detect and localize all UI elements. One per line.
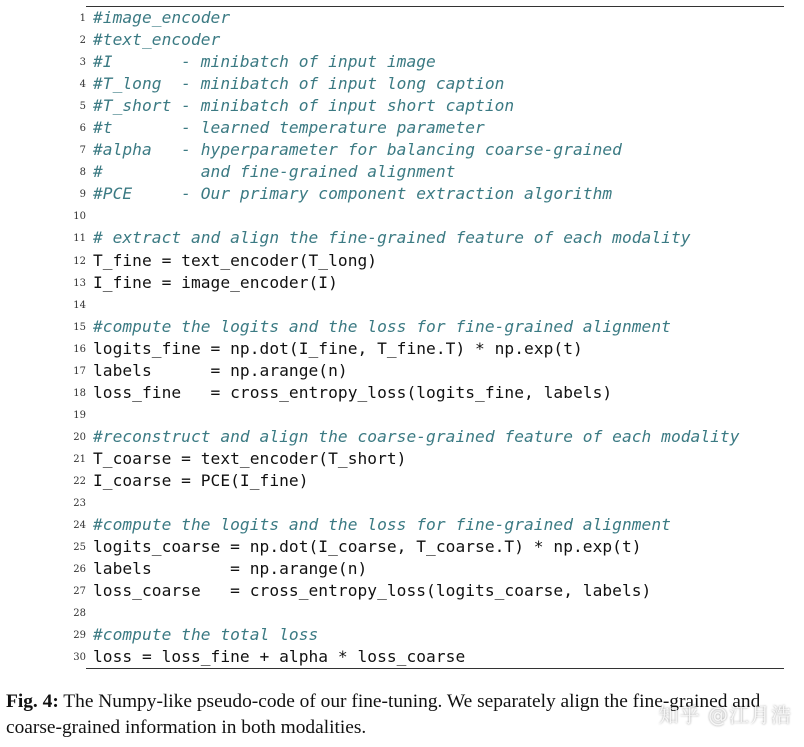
code-comment: #t - learned temperature parameter	[93, 118, 485, 138]
line-number: 10	[73, 211, 86, 223]
line-number: 25	[73, 542, 86, 554]
code-comment: # extract and align the fine-grained feature of each modality	[93, 228, 691, 248]
code-statement: I_fine = image_encoder(I)	[93, 272, 338, 292]
line-number: 27	[73, 586, 86, 598]
line-number: 8	[79, 167, 86, 179]
code-line	[70, 448, 784, 470]
code-line	[70, 139, 784, 161]
code-statement: T_fine = text_encoder(T_long)	[93, 250, 378, 270]
code-comment: #compute the logits and the loss for fine-grained alignment	[93, 316, 671, 336]
code-statement: loss = loss_fine + alpha * loss_coarse	[93, 647, 466, 667]
line-number: 26	[73, 564, 86, 576]
line-number: 29	[73, 630, 86, 642]
line-number: 28	[73, 608, 86, 620]
code-line	[70, 29, 784, 51]
line-number: 14	[73, 299, 86, 311]
pseudo-code-listing	[70, 7, 784, 668]
line-number: 1	[79, 13, 86, 24]
code-comment: #I - minibatch of input image	[93, 52, 436, 72]
code-comment: #alpha - hyperparameter for balancing coarse-grained	[93, 140, 622, 160]
code-comment: #T_long - minibatch of input long caption	[93, 74, 505, 94]
code-line	[70, 338, 784, 360]
code-line	[70, 183, 784, 205]
code-line	[70, 646, 784, 668]
code-statement: logits_fine = np.dot(I_fine, T_fine.T) * np.exp(t)	[93, 338, 583, 358]
code-line	[70, 602, 784, 624]
code-statement: loss_coarse = cross_entropy_loss(logits_coarse, labels)	[93, 581, 652, 601]
line-number: 7	[79, 145, 86, 157]
line-number: 23	[73, 498, 86, 510]
code-line	[70, 404, 784, 426]
code-line	[70, 73, 784, 95]
line-number: 22	[73, 475, 86, 487]
code-line	[70, 580, 784, 602]
code-line	[70, 624, 784, 646]
code-comment: #T_short - minibatch of input short caption	[93, 96, 515, 116]
line-number: 13	[73, 277, 86, 289]
code-line	[70, 272, 784, 294]
code-line	[70, 492, 784, 514]
code-line	[70, 514, 784, 536]
line-number: 21	[73, 453, 86, 465]
caption-text: The Numpy-like pseudo-code of our fine-tuning. We separately align the fine-grained and coarse-grained information in both modalities.	[6, 691, 761, 738]
code-statement: T_coarse = text_encoder(T_short)	[93, 448, 407, 468]
line-number: 9	[79, 189, 86, 201]
code-line	[70, 227, 784, 249]
line-number: 24	[73, 520, 86, 532]
code-comment: #PCE - Our primary component extraction algorithm	[93, 184, 613, 204]
code-line	[70, 51, 784, 73]
code-comment: #compute the total loss	[93, 625, 319, 645]
line-number: 16	[73, 343, 86, 355]
code-line	[70, 470, 784, 492]
line-number: 19	[73, 409, 86, 421]
line-number: 6	[79, 123, 86, 135]
line-number: 3	[79, 57, 86, 69]
line-number: 17	[73, 365, 86, 377]
code-statement: loss_fine = cross_entropy_loss(logits_fine, labels)	[93, 382, 613, 402]
code-line	[70, 426, 784, 448]
code-line	[70, 360, 784, 382]
line-number: 2	[79, 35, 86, 47]
caption-label: Fig. 4:	[6, 691, 59, 712]
code-statement: labels = np.arange(n)	[93, 559, 368, 579]
code-line	[70, 95, 784, 117]
line-number: 18	[73, 387, 86, 399]
code-line	[70, 294, 784, 316]
code-line	[70, 382, 784, 404]
code-comment: #reconstruct and align the coarse-grained feature of each modality	[93, 426, 740, 446]
line-number: 20	[73, 431, 86, 443]
code-line	[70, 250, 784, 272]
code-comment: #compute the logits and the loss for fine-grained alignment	[93, 515, 671, 535]
code-line	[70, 536, 784, 558]
code-line	[70, 558, 784, 580]
watermark: 知乎 @江月浩	[658, 703, 792, 727]
line-number: 12	[73, 255, 86, 267]
code-line	[70, 161, 784, 183]
line-number: 15	[73, 321, 86, 333]
code-statement: logits_coarse = np.dot(I_coarse, T_coarse.T) * np.exp(t)	[93, 537, 642, 557]
code-line	[70, 205, 784, 227]
code-statement: labels = np.arange(n)	[93, 360, 348, 380]
line-number: 11	[73, 233, 86, 245]
line-number: 5	[79, 101, 86, 113]
line-number: 4	[79, 79, 86, 91]
code-comment: #image_encoder	[93, 8, 231, 27]
code-comment: # and fine-grained alignment	[93, 162, 456, 182]
bottom-rule	[86, 668, 784, 669]
code-line	[70, 316, 784, 338]
code-comment: #text_encoder	[93, 30, 221, 50]
line-number: 30	[73, 652, 86, 664]
code-statement: I_coarse = PCE(I_fine)	[93, 470, 309, 490]
code-line	[70, 7, 784, 29]
code-line	[70, 117, 784, 139]
